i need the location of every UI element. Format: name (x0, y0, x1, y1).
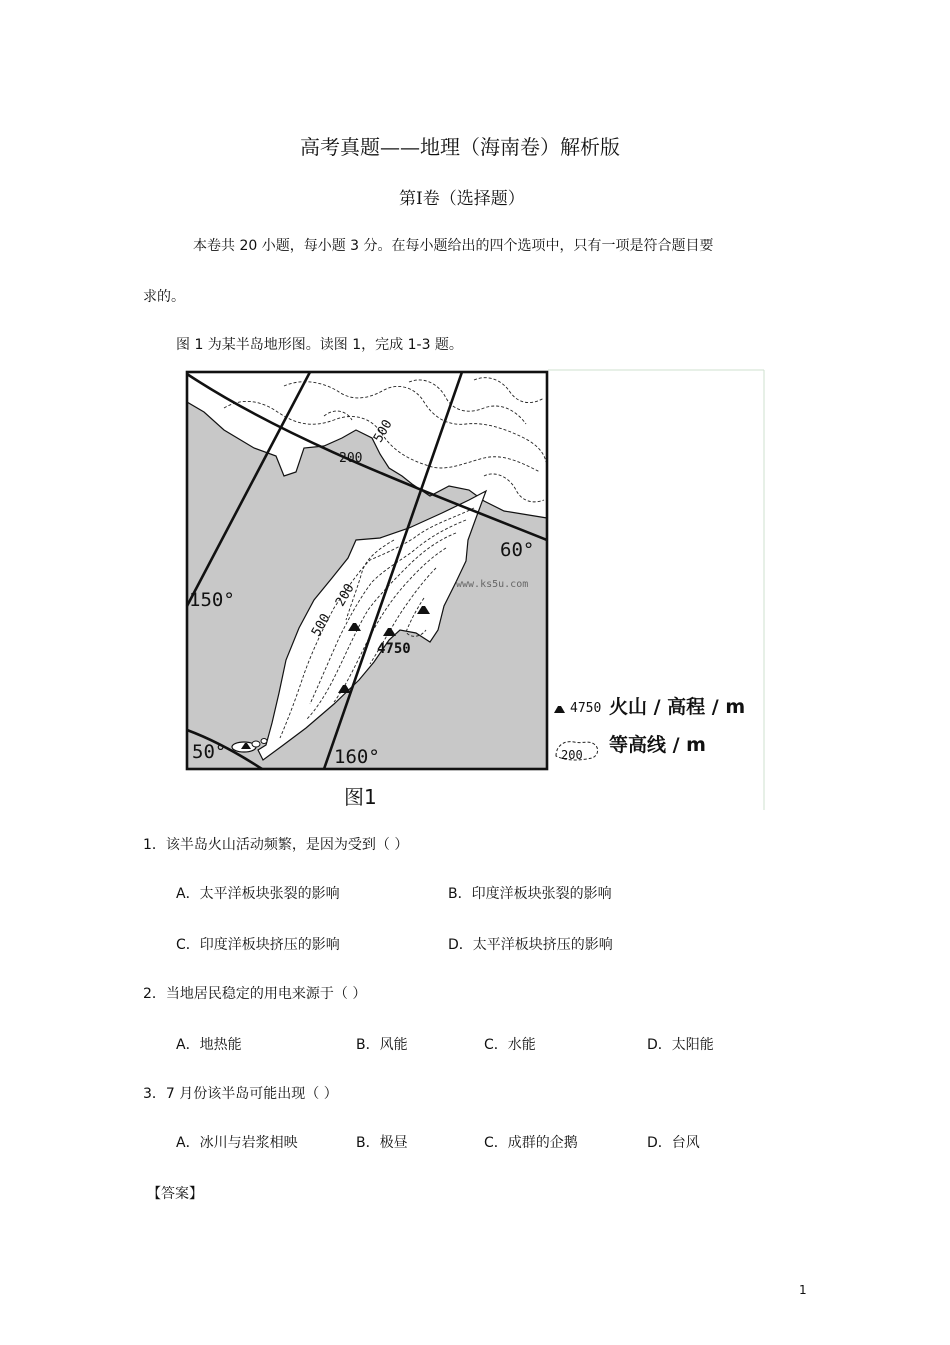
intro-text-line-1: 本卷共 20 小题，每小题 3 分。在每小题给出的四个选项中，只有一项是符合题目要 (193, 238, 714, 254)
latitude-label-50: 50° (192, 741, 227, 763)
island (252, 741, 260, 747)
question-1-option-c: C．印度洋板块挤压的影响 (176, 937, 340, 953)
question-3-option-d: D．台风 (647, 1135, 700, 1151)
figure-intro-text: 图 1 为某半岛地形图。读图 1，完成 1-3 题。 (176, 337, 463, 353)
question-2-option-a: A．地热能 (176, 1037, 242, 1053)
answer-label: 【答案】 (147, 1186, 203, 1202)
figure-caption: 图1 (344, 785, 377, 809)
question-3-option-c: C．成群的企鹅 (484, 1135, 578, 1151)
contour-label: 500 (370, 417, 396, 446)
volcano-legend-icon (554, 706, 565, 713)
question-1-option-a: A．太平洋板块张裂的影响 (176, 886, 340, 902)
legend-volcano-value: 4750 (570, 701, 602, 716)
contour-label: 500 (308, 611, 334, 640)
section-title: 第Ⅰ卷（选择题） (399, 189, 525, 209)
peninsula-topographic-map (184, 368, 766, 813)
question-1-option-b: B．印度洋板块张裂的影响 (448, 886, 612, 902)
contour-label: 200 (332, 581, 358, 610)
question-2-option-b: B．风能 (356, 1037, 408, 1053)
contour-label: 200 (339, 451, 363, 466)
intro-text-line-2: 求的。 (143, 289, 185, 305)
watermark: www.ks5u.com (456, 579, 529, 590)
question-2-option-c: C．水能 (484, 1037, 536, 1053)
island (261, 739, 267, 744)
latitude-label-60: 60° (500, 539, 535, 561)
question-2-stem: 2．当地居民稳定的用电来源于（ ） (143, 986, 367, 1002)
question-3-stem: 3．7 月份该半岛可能出现（ ） (143, 1086, 338, 1102)
question-1-stem: 1．该半岛火山活动频繁，是因为受到（ ） (143, 837, 409, 853)
longitude-label-160: 160° (334, 746, 380, 768)
document-title: 高考真题——地理（海南卷）解析版 (300, 135, 620, 159)
map-legend (554, 695, 745, 762)
legend-contour-label: 等高线 / m (609, 734, 706, 756)
legend-volcano-label: 火山 / 高程 / m (609, 696, 746, 718)
page-number: 1 (799, 1283, 807, 1297)
legend-contour-value: 200 (561, 748, 583, 762)
question-1-option-d: D．太平洋板块挤压的影响 (448, 937, 613, 953)
question-3-option-a: A．冰川与岩浆相映 (176, 1135, 298, 1151)
question-3-option-b: B．极昼 (356, 1135, 408, 1151)
volcano-height-label: 4750 (377, 641, 411, 657)
longitude-label-150: 150° (189, 589, 235, 611)
question-2-option-d: D．太阳能 (647, 1037, 714, 1053)
